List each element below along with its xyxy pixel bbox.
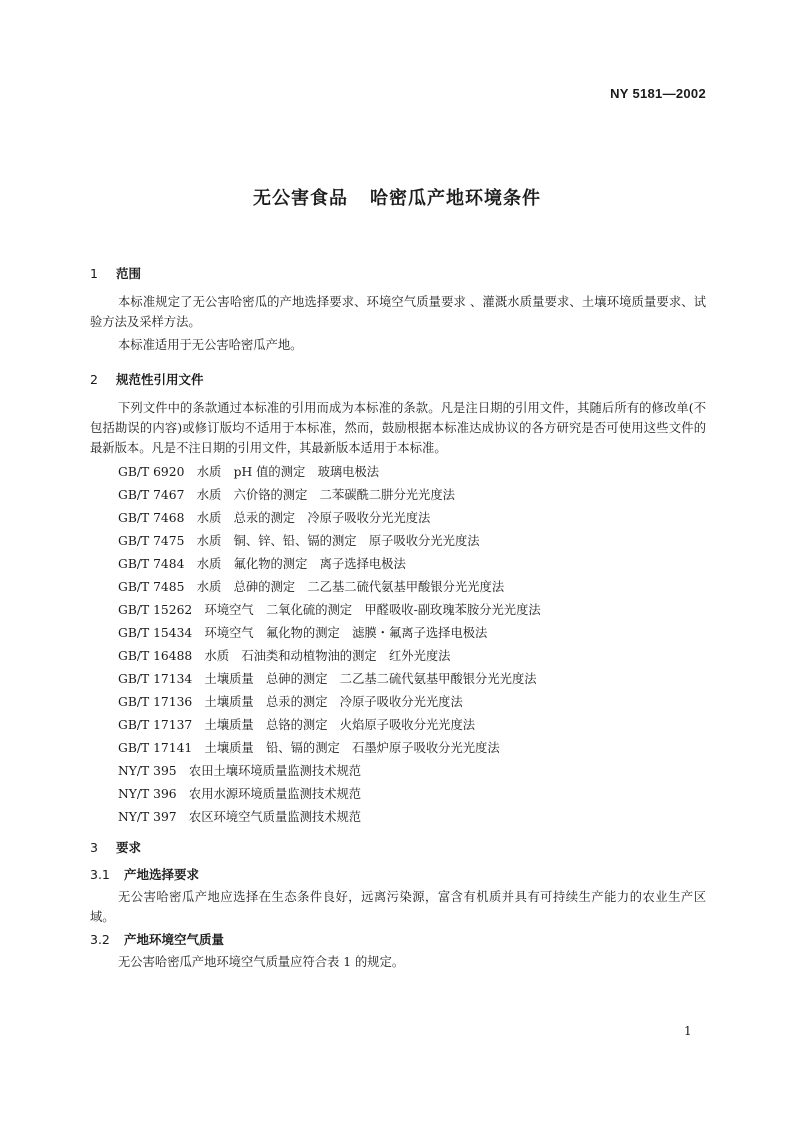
title-part-2: 哈密瓜产地环境条件 (370, 188, 541, 209)
page-number: 1 (684, 1024, 692, 1038)
reference-item: NY/T 395 农田土壤环境质量监测技术规范 (118, 764, 362, 778)
section-title: 要求 (116, 840, 142, 855)
section-1-paragraph-2: 本标准适用于无公害哈密瓜产地。 (118, 338, 303, 352)
section-1-paragraph-1: 本标准规定了无公害哈密瓜的产地选择要求、环境空气质量要求 、灌溉水质量要求、土壤环境质量要求、试验方法及采样方法。 (90, 295, 706, 329)
reference-item: GB/T 17137 土壤质量 总铬的测定 火焰原子吸收分光光度法 (118, 718, 476, 732)
reference-item: GB/T 17134 土壤质量 总砷的测定 二乙基二硫代氨基甲酸银分光光度法 (118, 672, 537, 686)
section-title: 规范性引用文件 (116, 372, 204, 387)
reference-item: GB/T 7484 水质 氟化物的测定 离子选择电极法 (118, 557, 406, 571)
standard-code: NY 5181—2002 (610, 86, 706, 101)
reference-item: GB/T 17136 土壤质量 总汞的测定 冷原子吸收分光光度法 (118, 695, 463, 709)
reference-item: GB/T 7475 水质 铜、锌、铅、镉的测定 原子吸收分光光度法 (118, 534, 480, 548)
reference-item: GB/T 7467 水质 六价铬的测定 二苯碳酰二肼分光光度法 (118, 488, 455, 502)
reference-item: GB/T 15262 环境空气 二氧化硫的测定 甲醛吸收-副玫瑰苯胺分光光度法 (118, 603, 541, 617)
section-1-heading (90, 264, 141, 282)
section-2-heading (90, 370, 204, 388)
subsection-number: 3.2 (90, 932, 110, 947)
subsection-3-2-heading (90, 930, 224, 948)
subsection-title: 产地环境空气质量 (124, 932, 225, 947)
document-title (0, 184, 794, 210)
reference-item: GB/T 15434 环境空气 氟化物的测定 滤膜・氟离子选择电极法 (118, 626, 488, 640)
section-title: 范围 (116, 266, 142, 281)
subsection-number: 3.1 (90, 867, 110, 882)
reference-item: NY/T 397 农区环境空气质量监测技术规范 (118, 810, 362, 824)
reference-item: GB/T 17141 土壤质量 铅、镉的测定 石墨炉原子吸收分光光度法 (118, 741, 500, 755)
section-number: 3 (90, 840, 98, 855)
reference-item: GB/T 6920 水质 pH 值的测定 玻璃电极法 (118, 465, 380, 479)
subsection-3-1-heading (90, 865, 199, 883)
reference-item: GB/T 16488 水质 石油类和动植物油的测定 红外光度法 (118, 649, 451, 663)
section-number: 2 (90, 372, 98, 387)
section-3-heading (90, 838, 141, 856)
subsection-title: 产地选择要求 (124, 867, 200, 882)
reference-item: GB/T 7468 水质 总汞的测定 冷原子吸收分光光度法 (118, 511, 431, 525)
reference-item: NY/T 396 农用水源环境质量监测技术规范 (118, 787, 362, 801)
title-part-1: 无公害食品 (253, 188, 348, 209)
reference-item: GB/T 7485 水质 总砷的测定 二乙基二硫代氨基甲酸银分光光度法 (118, 580, 505, 594)
section-2-intro: 下列文件中的条款通过本标准的引用而成为本标准的条款。凡是注日期的引用文件，其随后所有的修改单(不包括勘误的内容)或修订版均不适用于本标准，然而，鼓励根据本标准达成协议的各方研究是否可使用这些文件的最新版本。凡是不注日期的引用文件，其最新版本适用于本标准。 (90, 401, 706, 455)
section-number: 1 (90, 266, 98, 281)
subsection-3-2-paragraph: 无公害哈密瓜产地环境空气质量应符合表 1 的规定。 (118, 955, 405, 969)
subsection-3-1-paragraph: 无公害哈密瓜产地应选择在生态条件良好，远离污染源，富含有机质并具有可持续生产能力的农业生产区域。 (90, 890, 706, 924)
